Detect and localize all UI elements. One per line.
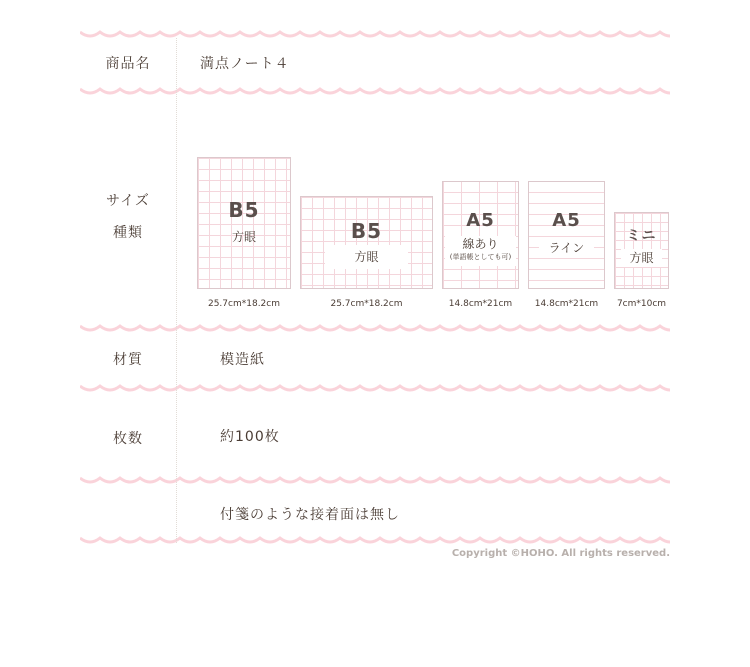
notebook-a5-lined	[442, 181, 519, 289]
notebook-size: A5	[466, 210, 495, 231]
wave-divider	[80, 27, 670, 41]
wave-divider	[80, 533, 670, 547]
wave-divider	[80, 381, 670, 395]
notebook-size: A5	[552, 210, 581, 231]
notebook-type: 線あり	[462, 237, 499, 251]
notebook-dimensions: 7cm*10cm	[616, 299, 667, 309]
product-name-value: 満点ノート４	[200, 56, 290, 72]
sheets-label: 枚数	[113, 431, 143, 447]
notebook-dimensions: 14.8cm*21cm	[534, 299, 599, 309]
wave-divider	[80, 84, 670, 98]
type-label: 種類	[113, 225, 143, 241]
column-divider	[176, 38, 177, 543]
notebook-type: ライン	[539, 238, 594, 258]
notebook-type-box	[445, 236, 516, 266]
notebook-subtext: (単語帳としても可)	[449, 253, 512, 261]
notebook-dimensions: 25.7cm*18.2cm	[330, 299, 403, 309]
notebook-b5-landscape	[300, 196, 433, 289]
notebook-type: 方眼	[325, 245, 408, 269]
copyright-text: Copyright ©HOHO. All rights reserved.	[451, 548, 670, 559]
notebook-mini	[614, 212, 669, 289]
notebook-dimensions: 14.8cm*21cm	[448, 299, 513, 309]
notebook-size: ミニ	[626, 228, 657, 244]
material-label: 材質	[113, 352, 143, 368]
product-name-label: 商品名	[105, 56, 151, 72]
notebook-type: 方眼	[621, 249, 662, 267]
size-label: サイズ	[106, 193, 150, 209]
wave-divider	[80, 473, 670, 487]
notebook-type: 方眼	[231, 230, 256, 244]
notebook-dimensions: 25.7cm*18.2cm	[207, 299, 280, 309]
wave-divider	[80, 321, 670, 335]
notebook-a5-line	[528, 181, 605, 289]
adhesive-note: 付箋のような接着面は無し	[220, 507, 400, 523]
notebook-size: B5	[350, 219, 383, 243]
material-value: 模造紙	[220, 352, 265, 368]
notebook-b5-portrait	[197, 157, 291, 289]
notebook-size: B5	[228, 198, 260, 222]
sheets-value: 約100枚	[220, 429, 280, 445]
